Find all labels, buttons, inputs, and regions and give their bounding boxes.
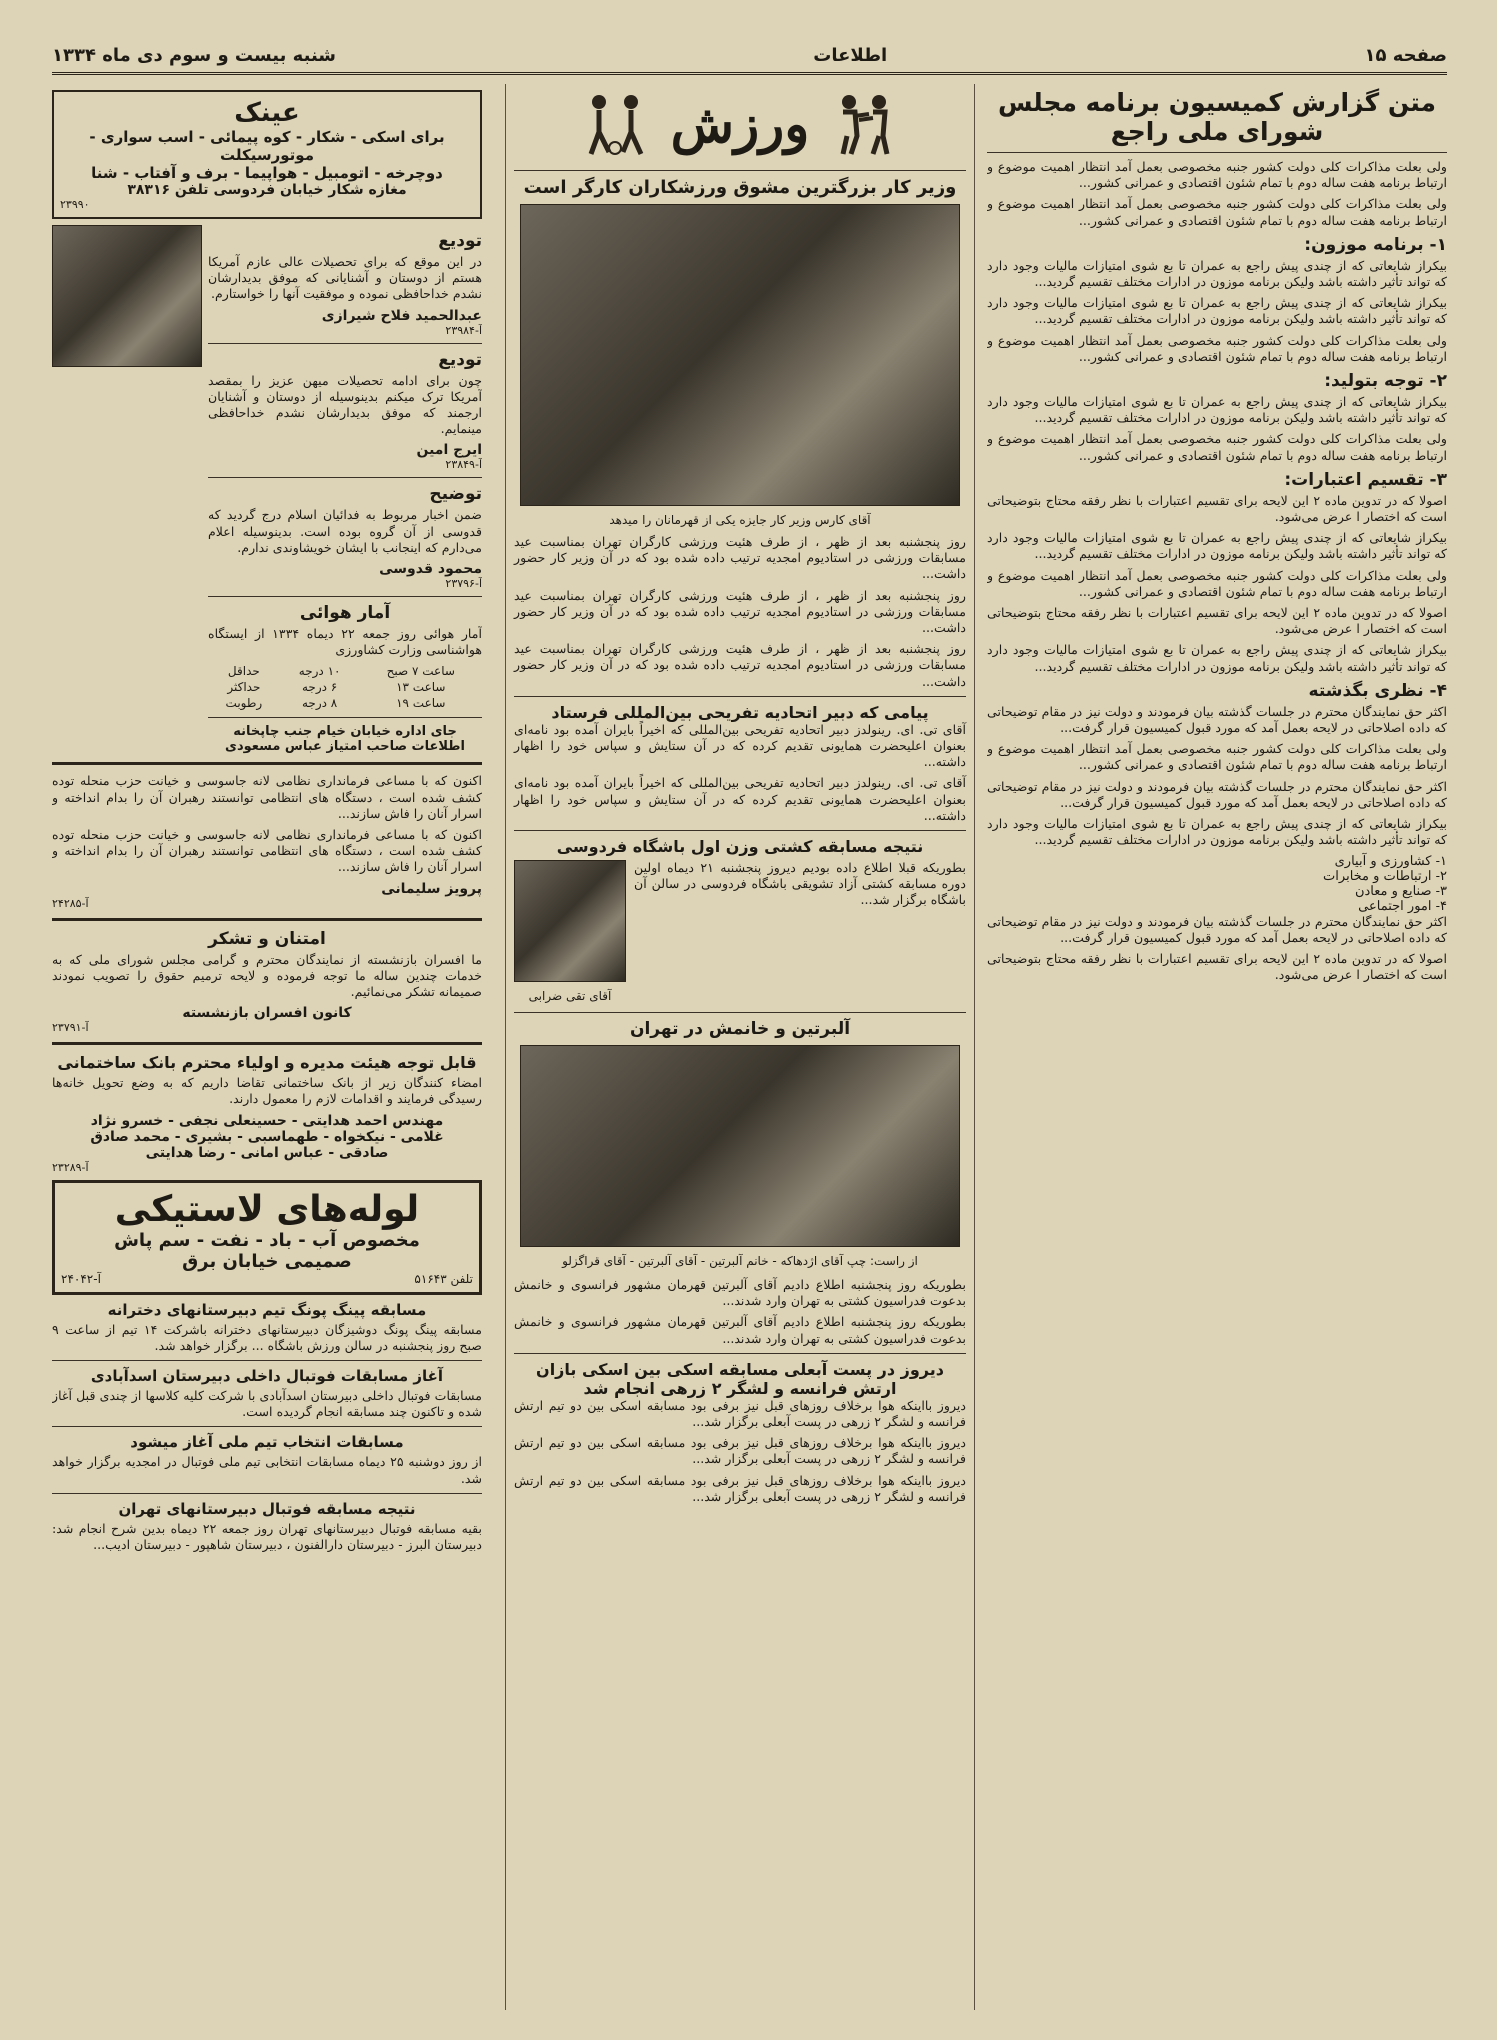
story-code: آ-۲۴۲۸۵ [52, 896, 89, 910]
weather-cell: ۶ درجه [301, 680, 338, 695]
article-paragraph: بطوریکه روز پنجشنبه اطلاع دادیم آقای آلبرتین قهرمان مشهور فرانسوی و خانمش بدعوت فدراسیون کشتی به تهران وارد شدند... [514, 1277, 966, 1309]
thanks-signature: کانون افسران بازنشسته [182, 1005, 352, 1022]
wrestler-photo [514, 860, 626, 1004]
bank-names: مهندس احمد هدایتی - حسینعلی نجفی - خسرو نژاد [90, 1112, 444, 1129]
table-row [208, 679, 482, 695]
sector-list [987, 854, 1447, 914]
sport-text: مسابقات فوتبال داخلی دبیرستان اسدآبادی با شرکت کلیه کلاسها از چندی قبل آغاز شده و تاکنون چند مسابقه انجام گردیده است. [52, 1388, 482, 1420]
weather-cell: ساعت ۷ صبح [386, 664, 455, 679]
sport-title: مسابقات انتخاب تیم ملی آغاز میشود [130, 1433, 404, 1452]
photo-caption: از راست: چپ آقای اژدهاکه - خانم آلبرتین - آقای آلبرتین - آقای قراگزلو [562, 1254, 918, 1269]
ad-phone: تلفن ۵۱۶۴۳ [414, 1271, 473, 1286]
notice-code: آ-۲۳۹۸۴ [445, 323, 482, 337]
report-paragraph: اکثر حق نمایندگان محترم در جلسات گذشته بیان فرمودند و دولت نیز در مقام توضیحاتی که داده اصلاحاتی در لایحه بعمل آمد که مورد قبول کمیسیون قرار گرفت... [987, 913, 1447, 945]
report-paragraph: اکثر حق نمایندگان محترم در جلسات گذشته بیان فرمودند و دولت نیز در مقام توضیحاتی که داده اصلاحاتی در لایحه بعمل آمد که مورد قبول کمیسیون قرار گرفت... [987, 703, 1447, 736]
table-row [208, 663, 482, 679]
ad-code: ۲۳۹۹۰ [60, 198, 90, 211]
portrait-column [52, 225, 202, 754]
section-heading: ۲- توجه بتولید: [1324, 371, 1447, 392]
article-paragraph: بطوریکه روز پنجشنبه اطلاع دادیم آقای آلبرتین قهرمان مشهور فرانسوی و خانمش بدعوت فدراسیون کشتی به تهران وارد شدند... [514, 1314, 966, 1346]
weather-cell: ساعت ۱۹ [396, 696, 446, 711]
list-item: ۲- ارتباطات و مخابرات [1323, 868, 1447, 884]
report-paragraph: ولی بعلت مذاکرات کلی دولت کشور جنبه مخصوصی بعمل آمد انتظار اهمیت موضوع و ارتباط برنامه هفت ساله دوم با تمام شئون اقتصادی و عمرانی کشور... [987, 196, 1447, 228]
article-headline: آلبرتین و خانمش در تهران [629, 1019, 851, 1040]
article-paragraph: بطوریکه قبلا اطلاع داده بودیم دیروز پنجشنبه ۲۱ دیماه اولین دوره مسابقه کشتی آزاد تشویقی باشگاه فردوسی در سالن آن باشگاه برگزار شد... [634, 860, 966, 908]
table-row [208, 695, 482, 711]
notice-text: چون برای ادامه تحصیلات میهن عزیز را بمقصد آمریکا ترک میکنم بدینوسیله از دوستان و آشنایان ارجمند که موفق بدیدارشان نشدم خداحافظی مینمایم. [208, 372, 482, 437]
bank-names: صادقی - عباس امانی - رضا هدایتی [145, 1144, 389, 1161]
weather-cell: ۸ درجه [301, 696, 338, 711]
section-heading: ۴- نظری بگذشته [1308, 680, 1447, 701]
weather-intro: آمار هوائی روز جمعه ۲۲ دیماه ۱۳۳۴ از ایستگاه هواشناسی وزارت کشاورزی [208, 626, 482, 658]
article-paragraph: روز پنجشنبه بعد از ظهر ، از طرف هئیت ورزشی کارگران تهران بمناسبت عید مسابقات ورزشی در استادیوم امجدیه ترتیب داده شده بود که در آن وزیر کار حضور داشت... [514, 534, 966, 582]
report-paragraph: اصولا که در تدوین ماده ۲ این لایحه برای تقسیم اعتبارات با نظر رفقه محتاج بتوضیحاتی است که اختصار ا عرض می‌شود. [987, 492, 1447, 525]
notice-title: تودیع [438, 231, 482, 251]
report-paragraph: بیکراز شایعاتی که از چندی پیش راجع به عمران تا بع شوی امتیازات مالیات وجود دارد که تواند تأثیر داشته باشد ولیکن برنامه موزون در ادارات مختلف تقسیم گردید... [987, 530, 1447, 562]
bank-names: غلامی - نیکخواه - طهماسبی - بشیری - محمد صادق [90, 1128, 444, 1145]
rubber-pipe-ad [52, 1180, 482, 1295]
article-headline: دیروز در پست آبعلی مسابقه اسکی بین اسکی بازان ارتش فرانسه و لشگر ۲ زرهی انجام شد [536, 1359, 944, 1398]
thanks-title: امتنان و تشکر [208, 928, 326, 949]
address-line: جای اداره خیابان خیام جنب چاپخانه اطلاعات صاحب امتیاز عباس مسعودی [225, 724, 465, 755]
article-paragraph: آقای تی. ای. رینولدز دبیر اتحادیه تفریحی بین‌المللی که اخیراً بایران آمده بود نامه‌ای بعنوان اعلیحضرت همایونی تقدیم کرده که در آن ستایش و سپاس خود را اظهار داشته... [514, 721, 966, 770]
report-paragraph: اصولا که در تدوین ماده ۲ این لایحه برای تقسیم اعتبارات با نظر رفقه محتاج بتوضیحاتی است که اختصار ا عرض می‌شود. [987, 605, 1447, 637]
ad-footer [61, 1272, 473, 1286]
glasses-ad [52, 90, 482, 219]
ads-column [52, 84, 482, 2010]
list-item: ۱- کشاورزی و آبیاری [1334, 853, 1447, 869]
ad-line: صمیمی خیابان برق [182, 1250, 352, 1272]
section-heading: ۱- برنامه موزون: [1304, 234, 1447, 255]
report-paragraph: بیکراز شایعاتی که از چندی پیش راجع به عمران تا بع شوی امتیازات مالیات وجود دارد که تواند تأثیر داشته باشد ولیکن برنامه موزون در ادارات مختلف تقسیم گردید... [987, 257, 1447, 290]
sport-title: مسابقه پینگ پونگ تیم دبیرستانهای دخترانه [107, 1300, 427, 1319]
story-paragraph: اکنون که با مساعی فرمانداری نظامی لانه جاسوسی و خیانت حزب منحله توده کشف شده است ، دستگاه های انتظامی توانستند رهبران آن را بدام انداخته و اسرار آنان را فاش سازند... [52, 827, 482, 875]
sport-title: نتیجه مسابقه فوتبال دبیرستانهای تهران [118, 1499, 416, 1518]
sport-title: آغاز مسابقات فوتبال داخلی دبیرستان اسدآبادی [90, 1367, 444, 1386]
story-name: پرویز سلیمانی [381, 880, 482, 897]
photo-caption: آقای کارس وزیر کار جایزه یکی از قهرمانان را میدهد [609, 513, 871, 527]
portrait-photo [52, 225, 202, 367]
page-header [52, 38, 1447, 75]
article-headline: پیامی که دبیر اتحادیه تفریحی بین‌المللی فرستاد [551, 702, 929, 722]
sports-masthead [514, 84, 966, 164]
report-paragraph: ولی بعلت مذاکرات کلی دولت کشور جنبه مخصوصی بعمل آمد انتظار اهمیت موضوع و ارتباط برنامه هفت ساله دوم با تمام شئون اقتصادی و عمرانی کشور... [987, 159, 1447, 191]
notices-block [52, 225, 482, 754]
article-paragraph: روز پنجشنبه بعد از ظهر ، از طرف هئیت ورزشی کارگران تهران بمناسبت عید مسابقات ورزشی در استادیوم امجدیه ترتیب داده شده بود که در آن وزیر کار حضور داشت... [514, 641, 966, 689]
sport-text: از روز دوشنبه ۲۵ دیماه مسابقات انتخابی تیم ملی فوتبال در امجدیه برگزار خواهد شد. [52, 1454, 482, 1486]
weather-cell: ساعت ۱۳ [396, 680, 446, 695]
notice-name: ایرج امین [416, 442, 482, 459]
notice-name: محمود قدوسی [379, 561, 482, 578]
report-paragraph: ولی بعلت مذاکرات کلی دولت کشور جنبه مخصوصی بعمل آمد انتظار اهمیت موضوع و ارتباط برنامه هفت ساله دوم با تمام شئون اقتصادی و عمرانی کشور... [987, 567, 1447, 599]
report-headline: متن گزارش کمیسیون برنامه مجلس شورای ملی راجع [997, 88, 1437, 146]
notice-name: عبدالحمید فلاح شیرازی [321, 307, 482, 324]
ad-line: مخصوص آب - باد - نفت - سم پاش [114, 1229, 420, 1251]
bank-text: امضاء کنندگان زیر از بانک ساختمانی تقاضا داریم که به وضع تحویل خانه‌ها رسیدگی فرمایند و اقدامات لازم را معمول دارند. [52, 1075, 482, 1107]
ad-line: برای اسکی - شکار - کوه پیمائی - اسب سواری - موتورسیکلت [89, 128, 445, 164]
report-paragraph: اصولا که در تدوین ماده ۲ این لایحه برای تقسیم اعتبارات با نظر رفقه محتاج بتوضیحاتی است که اختصار ا عرض می‌شود. [987, 950, 1447, 983]
weather-table [208, 663, 482, 711]
page-number: صفحه ۱۵ [1364, 44, 1447, 66]
section-heading: ۳- تقسیم اعتبارات: [1284, 469, 1447, 490]
sport-text: بقیه مسابقه فوتبال دبیرستانهای تهران روز جمعه ۲۲ دیماه بدین شرح انجام شد: دبیرستان البرز - دبیرستان دارالفنون ، دبیرستان شاهپور - دبیرستان ادیب... [52, 1520, 482, 1553]
sport-text: مسابقه پینگ پونگ دوشیزگان دبیرستانهای دخترانه باشرکت ۱۴ تیم از ساعت ۹ صبح روز پنجشنبه در سالن ورزش باشگاه ... برگزار خواهد شد. [52, 1321, 482, 1353]
albertine-photo [520, 1045, 960, 1269]
report-paragraph: بیکراز شایعاتی که از چندی پیش راجع به عمران تا بع شوی امتیازات مالیات وجود دارد که تواند تأثیر داشته باشد ولیکن برنامه موزون در ادارات مختلف تقسیم گردید... [987, 394, 1447, 426]
list-item: ۳- صنایع و معادن [1354, 883, 1447, 899]
report-paragraph: ولی بعلت مذاکرات کلی دولت کشور جنبه مخصوصی بعمل آمد انتظار اهمیت موضوع و ارتباط برنامه هفت ساله دوم با تمام شئون اقتصادی و عمرانی کشور... [987, 431, 1447, 463]
bank-code: آ-۲۳۲۸۹ [52, 1160, 89, 1174]
weather-cell: حداکثر [227, 680, 261, 695]
report-paragraph: بیکراز شایعاتی که از چندی پیش راجع به عمران تا بع شوی امتیازات مالیات وجود دارد که تواند تأثیر داشته باشد ولیکن برنامه موزون در ادارات مختلف تقسیم گردید... [987, 816, 1447, 848]
article-headline: نتیجه مسابقه کشتی وزن اول باشگاه فردوسی [556, 837, 924, 857]
weather-cell: حداقل [227, 664, 260, 679]
footballers-icon [581, 92, 651, 156]
notice-code: آ-۲۳۷۹۶ [445, 577, 482, 591]
notice-text: ضمن اخبار مربوط به فدائیان اسلام درج گردید که قدوسی از آن گروه بوده است. بدینوسیله اعلام می‌دارم که اینجانب با ایشان خویشاوندی ندارم. [208, 507, 482, 555]
right-column [987, 84, 1447, 2010]
thanks-code: آ-۲۳۷۹۱ [52, 1021, 89, 1035]
ad-code: آ-۲۴۰۴۲ [61, 1271, 101, 1286]
award-photo [520, 204, 960, 527]
bank-title: قابل توجه هیئت مدیره و اولیاء محترم بانک ساختمانی [57, 1053, 477, 1073]
notice-text: در این موقع که برای تحصیلات عالی عازم آمریکا هستم از دوستان و آشنایانی که موفق بدیدارشان نشدم خداحافظی نموده و موفقیت آنها را خواستارم. [208, 254, 482, 302]
thanks-text: ما افسران بازنشسته از نمایندگان محترم و گرامی مجلس شورای ملی که به خدمات چندین ساله ما توجه فرموده و لایحه ترمیم حقوق را تصویب نمودند صمیمانه تشکر می‌نمائیم. [52, 951, 482, 1000]
notice-title: توضیح [429, 484, 482, 505]
boxers-icon [829, 92, 899, 156]
weather-cell: رطوبت [225, 696, 263, 711]
article-paragraph: آقای تی. ای. رینولدز دبیر اتحادیه تفریحی بین‌المللی که اخیراً بایران آمده بود نامه‌ای بعنوان اعلیحضرت همایونی تقدیم کرده که در آن ستایش و سپاس خود را اظهار داشته... [514, 775, 966, 823]
report-paragraph: بیکراز شایعاتی که از چندی پیش راجع به عمران تا بع شوی امتیازات مالیات وجود دارد که تواند تأثیر داشته باشد ولیکن برنامه موزون در ادارات مختلف تقسیم گردید... [987, 295, 1447, 327]
article-headline: وزیر کار بزرگترین مشوق ورزشکاران کارگر است [523, 177, 957, 198]
wrestling-block [514, 860, 966, 1006]
ad-line: دوچرخه - اتومبیل - هواپیما - برف و آفتاب - شنا [91, 164, 443, 182]
list-item: ۴- امور اجتماعی [1358, 898, 1447, 914]
weather-cell: ۱۰ درجه [298, 664, 341, 679]
issue-date: شنبه بیست و سوم دی ماه ۱۳۳۴ [52, 44, 336, 66]
notice-title: تودیع [438, 349, 482, 370]
notices-text [208, 225, 482, 754]
article-paragraph: دیروز بااینکه هوا برخلاف روزهای قبل نیز برفی بود مسابقه اسکی بین دو تیم ارتش فرانسه و لشگر ۲ زرهی در پست آبعلی برگزار شد... [514, 1397, 966, 1430]
notice-code: آ-۲۳۸۴۹ [445, 458, 482, 472]
newspaper-name: اطلاعات [813, 44, 888, 66]
article-paragraph: دیروز بااینکه هوا برخلاف روزهای قبل نیز برفی بود مسابقه اسکی بین دو تیم ارتش فرانسه و لشگر ۲ زرهی در پست آبعلی برگزار شد... [514, 1435, 966, 1467]
weather-title: آمار هوائی [299, 603, 391, 624]
sports-title: ورزش [670, 93, 810, 155]
report-paragraph: بیکراز شایعاتی که از چندی پیش راجع به عمران تا بع شوی امتیازات مالیات وجود دارد که تواند تأثیر داشته باشد ولیکن برنامه موزون در ادارات مختلف تقسیم گردید... [987, 642, 1447, 674]
report-paragraph: ولی بعلت مذاکرات کلی دولت کشور جنبه مخصوصی بعمل آمد انتظار اهمیت موضوع و ارتباط برنامه هفت ساله دوم با تمام شئون اقتصادی و عمرانی کشور... [987, 332, 1447, 364]
article-paragraph: دیروز بااینکه هوا برخلاف روزهای قبل نیز برفی بود مسابقه اسکی بین دو تیم ارتش فرانسه و لشگر ۲ زرهی در پست آبعلی برگزار شد... [514, 1472, 966, 1504]
ad-title: لوله‌های لاستیکی [114, 1188, 420, 1230]
article-paragraph: روز پنجشنبه بعد از ظهر ، از طرف هئیت ورزشی کارگران تهران بمناسبت عید مسابقات ورزشی در استادیوم امجدیه ترتیب داده شده بود که در آن وزیر کار حضور داشت... [514, 587, 966, 636]
report-paragraph: ولی بعلت مذاکرات کلی دولت کشور جنبه مخصوصی بعمل آمد انتظار اهمیت موضوع و ارتباط برنامه هفت ساله دوم با تمام شئون اقتصادی و عمرانی کشور... [987, 741, 1447, 773]
sports-column [505, 84, 975, 2010]
ad-shop: مغازه شکار خیابان فردوسی تلفن ۳۸۳۱۶ [127, 182, 407, 198]
story-paragraph: اکنون که با مساعی فرمانداری نظامی لانه جاسوسی و خیانت حزب منحله توده کشف شده است ، دستگاه های انتظامی توانستند رهبران آن را بدام انداخته و اسرار آنان را فاش سازند... [52, 773, 482, 821]
photo-caption: آقای تقی ضرابی [528, 989, 612, 1004]
ad-title: عینک [234, 98, 300, 128]
report-paragraph: اکثر حق نمایندگان محترم در جلسات گذشته بیان فرمودند و دولت نیز در مقام توضیحاتی که داده اصلاحاتی در لایحه بعمل آمد که مورد قبول کمیسیون قرار گرفت... [987, 778, 1447, 810]
